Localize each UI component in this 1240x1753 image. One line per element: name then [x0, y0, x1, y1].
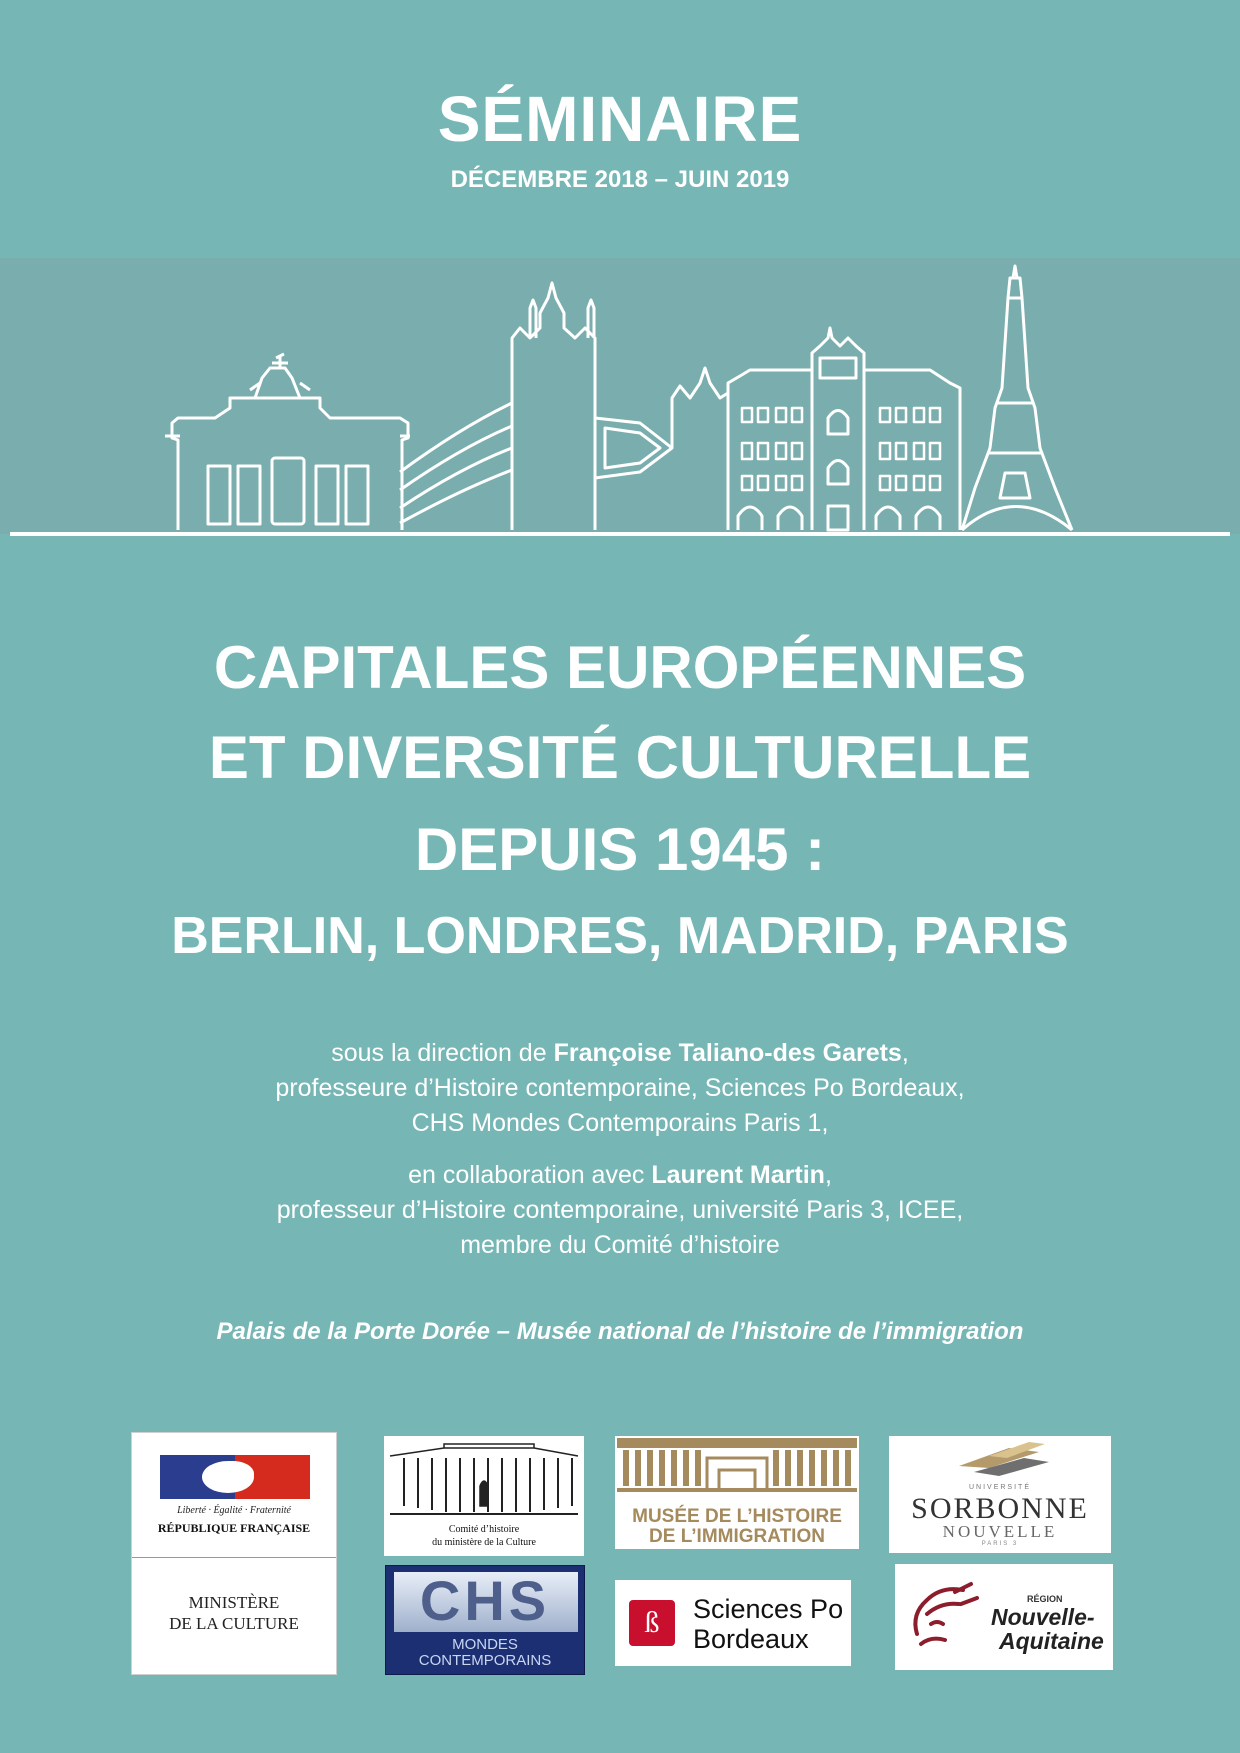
ministere-culture-logo — [131, 1432, 337, 1675]
city-skyline-icon — [0, 258, 1240, 540]
director-name: Françoise Taliano-des Garets — [553, 1039, 902, 1067]
sciences-po-b-icon: ß — [644, 1606, 660, 1639]
aquitaine-line-1: Nouvelle- — [991, 1604, 1095, 1630]
direction-suffix: , — [901, 1039, 909, 1067]
main-title-cities: BERLIN, LONDRES, MADRID, PARIS — [171, 907, 1069, 965]
brandenburg-gate-icon — [165, 354, 410, 530]
sorbonne-nouvelle-logo — [889, 1436, 1111, 1553]
republique-motto: Liberté · Égalité · Fraternité — [177, 1505, 291, 1516]
marianne-profile-icon — [202, 1461, 254, 1493]
madrid-building-icon — [728, 328, 960, 530]
direction-prefix: sous la direction de — [331, 1039, 554, 1067]
seminar-dates: DÉCEMBRE 2018 – JUIN 2019 — [450, 166, 790, 193]
aquitaine-top: RÉGION — [1027, 1594, 1063, 1604]
venue: Palais de la Porte Dorée – Musée national de l’histoire de l’immigration — [216, 1318, 1024, 1345]
main-title-line-3: DEPUIS 1945 : — [414, 816, 826, 883]
sciences-po-bordeaux-logo — [615, 1580, 851, 1666]
palais-porte-doree-icon — [615, 1436, 859, 1506]
chs-logo — [385, 1565, 585, 1675]
collaboration-line-1 — [0, 1158, 1240, 1193]
chs-sub-2: CONTEMPORAINS — [418, 1652, 552, 1669]
eiffel-tower-icon — [962, 266, 1072, 530]
comite-line-1: Comité d’histoire — [448, 1524, 520, 1535]
collaborator-name: Laurent Martin — [651, 1161, 825, 1189]
ministry-line-1: MINISTÈRE — [188, 1593, 280, 1612]
lion-icon — [901, 1574, 991, 1660]
sciences-po-line-2: Bordeaux — [693, 1624, 809, 1654]
collaboration-line-3: membre du Comité d’histoire — [460, 1231, 780, 1259]
logo-divider — [132, 1557, 336, 1558]
sorbonne-line-1: SORBONNE — [911, 1492, 1089, 1525]
chs-name: CHS — [419, 1569, 551, 1632]
sorbonne-emblem-icon — [889, 1436, 1111, 1484]
collaboration-prefix: en collaboration avec — [408, 1161, 652, 1189]
sciences-po-line-1: Sciences Po — [693, 1594, 844, 1624]
ministry-line-2: DE LA CULTURE — [169, 1614, 299, 1633]
comite-histoire-logo — [384, 1436, 584, 1556]
musee-immigration-logo — [615, 1436, 859, 1549]
direction-line-2: professeure d’Histoire contemporaine, Sciences Po Bordeaux, — [275, 1074, 965, 1102]
sorbonne-sub: PARIS 3 — [981, 1541, 1019, 1547]
direction-line-1 — [0, 1036, 1240, 1071]
main-title-line-2: ET DIVERSITÉ CULTURELLE — [208, 724, 1032, 791]
colonnade-icon — [384, 1436, 584, 1520]
comite-line-2: du ministère de la Culture — [432, 1537, 536, 1548]
chs-sub-1: MONDES — [452, 1636, 518, 1653]
collaboration-suffix: , — [824, 1161, 832, 1189]
sorbonne-line-2: NOUVELLE — [942, 1522, 1058, 1541]
collaboration-line-2: professeur d’Histoire contemporaine, université Paris 3, ICEE, — [276, 1196, 964, 1224]
sorbonne-top: UNIVERSITÉ — [968, 1484, 1031, 1491]
nouvelle-aquitaine-logo — [895, 1564, 1113, 1670]
main-title-line-1: CAPITALES EUROPÉENNES — [213, 634, 1027, 701]
aquitaine-line-2: Aquitaine — [999, 1628, 1104, 1654]
musee-line-1: MUSÉE DE L’HISTOIRE — [632, 1506, 842, 1527]
seminar-title: SÉMINAIRE — [437, 83, 803, 155]
direction-line-3: CHS Mondes Contemporains Paris 1, — [411, 1109, 829, 1137]
musee-line-2: DE L’IMMIGRATION — [649, 1526, 825, 1547]
tower-bridge-icon — [400, 283, 728, 530]
republique-name: RÉPUBLIQUE FRANÇAISE — [157, 1521, 311, 1535]
